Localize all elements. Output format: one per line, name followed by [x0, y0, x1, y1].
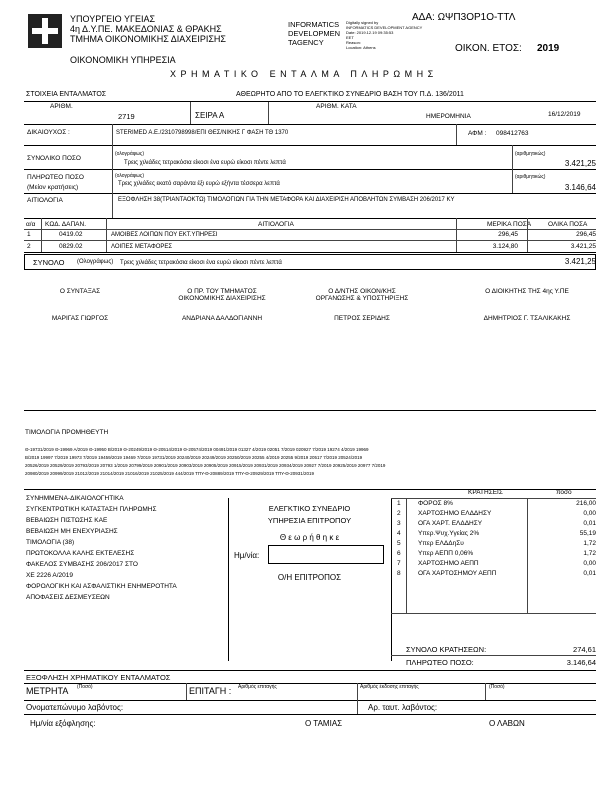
agency-line-3: TAGENCY: [288, 38, 324, 47]
document-item: ΣΥΓΚΕΝΤΡΩΤΙΚΗ ΚΑΤΑΣΤΑΣΗ ΠΛΗΡΩΜΗΣ: [26, 506, 157, 513]
beneficiary-label: ΔΙΚΑΙΟΥΧΟΣ :: [27, 129, 70, 136]
deduction-value: 0,01: [583, 520, 596, 527]
sum-words: Τρεις χιλιάδες τετρακόσια είκοσι ένα ευρώ είκοσι πέντε λεπτά: [120, 260, 282, 266]
deduction-value: 0,00: [583, 560, 596, 567]
ministry-line-2: 4η Δ.Υ.ΠΕ. ΜΑΚΕΔΟΝΙΑΣ & ΘΡΑΚΗΣ: [70, 24, 222, 34]
deduction-label: ΧΑΡΤΟΣΗΜΟ ΑΕΠΠ: [418, 560, 479, 567]
warrant-date: 16/12/2019: [548, 111, 581, 118]
audit-line: ΥΠΗΡΕΣΙΑ ΕΠΙΤΡΟΠΟΥ: [267, 516, 352, 525]
digital-signature-line: EET: [346, 35, 354, 40]
cashier-label: Ο ΤΑΜΙΑΣ: [305, 719, 343, 728]
document-item: ΤΙΜΟΛΟΓΙΑ (38): [26, 539, 75, 546]
row-total: 3.421,25: [570, 243, 596, 250]
signature-name: ΑΝΔΡΙΑΝΑ ΔΑΛΔΟΓΙΑΝΝΗ: [181, 315, 263, 322]
deductions-amount-header: ποσό: [556, 489, 572, 496]
col-header-total: ΟΛΙΚΑ ΠΟΣΑ: [548, 221, 588, 228]
digital-signature-line: Digitally signed by: [346, 20, 379, 25]
payment-date-label: Ημ/νία εξόφλησης:: [30, 719, 96, 728]
agency-line-2: DEVELOPMEN: [288, 29, 341, 38]
final-payable: 3.146,64: [566, 658, 596, 667]
invoices-line: Θ-19731/2019 Θ-19969 Α/2019 Θ-19950 Β/2019 Θ-20249/2019 Θ-20514/2019 Θ-20574/2019 00491/2019 01327 4/2019 02051 7/2019 020927 7/2019 19274 4/2019 19969: [25, 447, 369, 452]
row-partial: 3.124,80: [492, 243, 518, 250]
agency-line-1: INFORMATICS: [288, 20, 340, 29]
exemption-note: ΑΘΕΩΡΗΤΟ ΑΠΟ ΤΟ ΕΛΕΓΚΤΙΚΟ ΣΥΝΕΔΡΙΟ ΒΑΣΗ ΤΟΥ Π.Δ. 136/2011: [236, 91, 464, 98]
audit-commissioner: Ο/Η ΕΠΙΤΡΟΠΟΣ: [277, 573, 342, 582]
receiver-label: Ο ΛΑΒΩΝ: [489, 719, 525, 728]
digital-signature-line: Reason:: [346, 40, 361, 45]
elements-label: ΣΤΟΙΧΕΙΑ ΕΝΤΑΛΜΑΤΟΣ: [26, 91, 107, 98]
deduction-value: 55,19: [579, 530, 596, 537]
digital-signature-line: Date: 2019.12.19 09:35:53: [346, 30, 394, 35]
col-header-partial: ΜΕΡΙΚΑ ΠΟΣΑ: [487, 221, 532, 228]
col-header-desc: ΑΙΤΙΟΛΟΓΙΑ: [258, 221, 294, 228]
cheque-label: ΕΠΙΤΑΓΗ :: [189, 686, 232, 696]
ada-code: ΑΔΑ: ΩΨΠ3ΟΡ1Ο-ΤΤΛ: [412, 12, 516, 23]
row-aa: 1: [27, 231, 31, 238]
payable-amount-label: ΠΛΗΡΩΤΕΟ ΠΟΣΟ: [27, 174, 84, 181]
payable-words-hint: (ολογράφως): [115, 173, 145, 179]
invoices-label: ΤΙΜΟΛΟΓΙΑ ΠΡΟΜΗΘΕΥΤΗ: [25, 429, 109, 436]
invoices-line: Β/2019 19997 7/2019 19973 7/2019 19459/2019 19469 7/2019 19731/2019 20240/2019 20249/2019 20250/2019 20255 4/2019 20255 9/2019 20517 7/2019 20524/2019: [25, 455, 363, 460]
deduction-label: ΟΓΑ ΧΑΡΤΟΣΗΜΟΥ ΑΕΠΠ: [418, 570, 497, 577]
deduction-number: 3: [397, 520, 401, 527]
receiver-id-label: Αρ. ταυτ. λαβόντος:: [368, 703, 438, 712]
fiscal-year-label: ΟΙΚΟΝ. ΕΤΟΣ:: [455, 43, 522, 54]
deduction-value: 0,00: [583, 510, 596, 517]
signature-name: ΜΑΡΙΓΑΣ ΓΙΩΡΓΟΣ: [51, 315, 109, 322]
audit-date-field[interactable]: [268, 545, 384, 564]
document-item: ΦΟΡΟΛΟΓΙΚΗ ΚΑΙ ΑΣΦΑΛΙΣΤΙΚΗ ΕΝΗΜΕΡΟΤΗΤΑ: [26, 583, 177, 590]
deduction-label: Υπερ ΑΕΠΠ 0,06%: [418, 550, 474, 557]
cash-amount-hint: (Ποσό): [77, 684, 93, 690]
deduction-label: Υπερ ΕΛΔΔηΣυ: [418, 540, 464, 547]
deduction-value: 216,00: [576, 500, 596, 507]
document-item: ΒΕΒΑΙΩΣΗ ΜΗ ΕΝΕΧΥΡΙΑΣΗΣ: [26, 528, 118, 535]
cheque-amount-hint: (Ποσό): [489, 684, 505, 690]
sum-amount: 3.421,25: [564, 257, 596, 266]
col-header-aa: α/α: [26, 221, 36, 228]
justification-text: ΕΞΟΦΛΗΣΗ 38(ΤΡΙΑΝΤΑΟΚΤΩ) ΤΙΜΟΛΟΓΙΩΝ ΓΙΑ ΤΗΝ ΜΕΤΑΦΟΡΑ ΚΑΙ ΔΙΑΧΕΙΡΙΣΗ ΑΠΟΒΛΗΤΩΝ ΣΥΜΒΑΣΗ 206/2017 ΚΥ: [118, 197, 455, 203]
sum-hint: (Ολογράφως): [77, 259, 114, 265]
total-amount: 3.421,25: [564, 159, 596, 168]
ministry-logo: [28, 14, 62, 48]
ministry-line-1: ΥΠΟΥΡΓΕΙΟ ΥΓΕΙΑΣ: [70, 14, 156, 24]
deduction-label: ΦΟΡΟΣ 8%: [418, 500, 453, 507]
settlement-title: ΕΞΟΦΛΗΣΗ ΧΡΗΜΑΤΙΚΟΥ ΕΝΤΑΛΜΑΤΟΣ: [26, 673, 171, 682]
deduction-number: 4: [397, 530, 401, 537]
total-words-hint: (ολογράφως): [115, 151, 145, 157]
total-amount-words: Τρεις χιλιάδες τετρακόσια είκοσι ένα ευρώ είκοσι πέντε λεπτά: [124, 160, 286, 166]
audit-seen: Θ ε ω ρ ή θ η κ ε: [279, 533, 340, 542]
document-item: ΑΠΟΦΑΣΕΙΣ ΔΕΣΜΕΥΣΕΩΝ: [26, 594, 110, 601]
deduction-number: 7: [397, 560, 401, 567]
date-label: ΗΜΕΡΟΜΗΝΙΑ: [426, 113, 471, 120]
justification-label: ΑΙΤΙΟΛΟΓΙΑ: [27, 197, 63, 204]
service-name: ΟΙΚΟΝΟΜΙΚΗ ΥΠΗΡΕΣΙΑ: [70, 55, 176, 65]
document-item: ΦΑΚΕΛΟΣ ΣΥΜΒΑΣΗΣ 206/2017 ΣΤΟ: [26, 561, 138, 568]
payable-amount: 3.146,64: [564, 183, 596, 192]
cash-label: ΜΕΤΡΗΤΑ: [26, 686, 69, 696]
deduction-value: 1,72: [583, 550, 596, 557]
payable-amount-sublabel: (Μείον κρατήσεις): [27, 184, 79, 191]
total-amount-label: ΣΥΝΟΛΙΚΟ ΠΟΣΟ: [27, 155, 81, 162]
ministry-line-3: ΤΜΗΜΑ ΟΙΚΟΝΟΜΙΚΗΣ ΔΙΑΧΕΙΡΙΣΗΣ: [70, 34, 226, 44]
deduction-number: 2: [397, 510, 401, 517]
fiscal-year: 2019: [537, 43, 560, 54]
document-title: ΧΡΗΜΑΤΙΚΟ ΕΝΤΑΛΜΑ ΠΛΗΡΩΜΗΣ: [170, 69, 438, 79]
row-code: 0419.02: [59, 231, 83, 238]
deduction-number: 8: [397, 570, 401, 577]
payable-digits-hint: (αριθμητικώς): [515, 174, 546, 180]
signature-role: Ο Δ/ΝΤΗΣ ΟΙΚΟΝ/ΚΗΣ ΟΡΓΑΝΩΣΗΣ & ΥΠΟΣΤΗΡΙΞΗΣ: [315, 288, 409, 302]
signature-role: Ο ΣΥΝΤΑΞΑΣ: [59, 288, 101, 295]
invoices-line: 20980/2019 20999/2019 21012/2019 21014/2019 21016/2019 21025/2019 444/2019 ΤΠΥ-Θ-20889/2019 ΤΠΥ-Θ-20929/2019 ΤΠΥ-Θ-20931/2019: [25, 471, 315, 476]
total-digits-hint: (αριθμητικώς): [515, 151, 546, 157]
afm-label: ΑΦΜ :: [468, 130, 487, 137]
afm: 098412763: [496, 130, 529, 137]
sum-label: ΣΥΝΟΛΟ: [33, 258, 65, 267]
number-by-label: ΑΡΙΘΜ. ΚΑΤΑ: [316, 103, 357, 110]
row-desc: ΛΟΙΠΕΣ ΜΕΤΑΦΟΡΕΣ: [111, 244, 173, 250]
beneficiary: STERIMED A.E./2310798998/ΕΠΙ ΘΕΣ/ΝΙΚΗΣ Γ ΦΑΣΗ ΤΘ 1370: [116, 130, 289, 136]
signature-name: ΔΗΜΗΤΡΙΟΣ Γ. ΤΣΑΛΙΚΑΚΗΣ: [483, 315, 571, 322]
deduction-number: 5: [397, 540, 401, 547]
document-item: ΒΕΒΑΙΩΣΗ ΠΙΣΤΩΣΗΣ ΚΑΕ: [26, 517, 108, 524]
audit-date-label: Ημ/νία:: [234, 551, 260, 560]
receiver-name-label: Ονοματεπώνυμο λαβόντος:: [26, 703, 124, 712]
cheque-number-hint: Αριθμός έκδοσης επιταγής: [360, 684, 419, 690]
signature-role: Ο ΔΙΟΙΚΗΤΗΣ ΤΗΣ 4ης Υ.ΠΕ: [485, 288, 569, 295]
deductions-total-label: ΣΥΝΟΛΟ ΚΡΑΤΗΣΕΩΝ:: [406, 645, 487, 654]
payable-amount-words: Τρεις χιλιάδες εκατό σαράντα έξι ευρώ εξήντα τέσσερα λεπτά: [118, 181, 280, 187]
deductions-total: 274,61: [573, 645, 596, 654]
row-aa: 2: [27, 243, 31, 250]
deduction-value: 0,01: [583, 570, 596, 577]
deduction-label: ΟΓΑ ΧΑΡΤ. ΕΛΔΔΗΣΥ: [418, 520, 483, 527]
deduction-label: ΧΑΡΤΟΣΗΜΟ ΕΛΔΔΗΣΥ: [418, 510, 492, 517]
deduction-value: 1,72: [583, 540, 596, 547]
document-item: ΠΡΩΤΟΚΟΛΛΑ ΚΑΛΗΣ ΕΚΤΕΛΕΣΗΣ: [26, 550, 135, 557]
row-desc: ΑΜΟΙΒΕΣ ΛΟΙΠΩΝ ΠΟΥ ΕΚΤ.ΥΠΗΡΕΣΙ: [111, 232, 218, 238]
row-partial: 296,45: [498, 231, 518, 238]
deduction-number: 1: [397, 500, 401, 507]
document-item: ΧΕ 2226 Α/2019: [26, 572, 73, 579]
cheque-hint: Αριθμός επιταγής: [238, 684, 277, 690]
warrant-number: 2719: [118, 112, 135, 121]
deduction-label: Υπερ.Ψυχ.Υγείας 2%: [418, 530, 480, 537]
digital-signature-line: Location: Athens: [346, 45, 376, 50]
audit-line: ΕΛΕΓΚΤΙΚΟ ΣΥΝΕΔΡΙΟ: [268, 504, 351, 513]
deductions-header: ΚΡΑΤΗΣΕΙΣ: [468, 489, 503, 496]
invoices-line: 20526/2019 20529/2019 20793/2019 20793 1/2019 20799/2019 20901/2019 20903/2019 20905/2019 20915/2019 20931/2019 20934/2019 20927 7/2019 20925/2019 20977 7/2019: [25, 463, 386, 468]
deduction-number: 6: [397, 550, 401, 557]
row-total: 296,45: [576, 231, 596, 238]
row-code: 0829.02: [59, 243, 83, 250]
signature-role: Ο ΠΡ. ΤΟΥ ΤΜΗΜΑΤΟΣ ΟΙΚΟΝΟΜΙΚΗΣ ΔΙΑΧΕΙΡΙΣΗΣ: [178, 288, 266, 302]
digital-signature-line: INFORMATICS DEVELOPMENT AGENCY: [346, 25, 423, 30]
signature-name: ΠΕΤΡΟΣ ΣΕΡΙΔΗΣ: [334, 315, 390, 322]
final-payable-label: ΠΛΗΡΩΤΕΟ ΠΟΣΟ:: [406, 658, 474, 667]
document-item: ΣΥΝΗΜΜΕΝΑ-ΔΙΚΑΙΟΛΟΓΗΤΙΚΑ: [26, 495, 124, 502]
series-label: ΣΕΙΡΑ Α: [195, 111, 225, 120]
number-label: ΑΡΙΘΜ.: [50, 103, 73, 110]
col-header-code: ΚΩΔ. ΔΑΠΑΝ.: [45, 221, 86, 228]
